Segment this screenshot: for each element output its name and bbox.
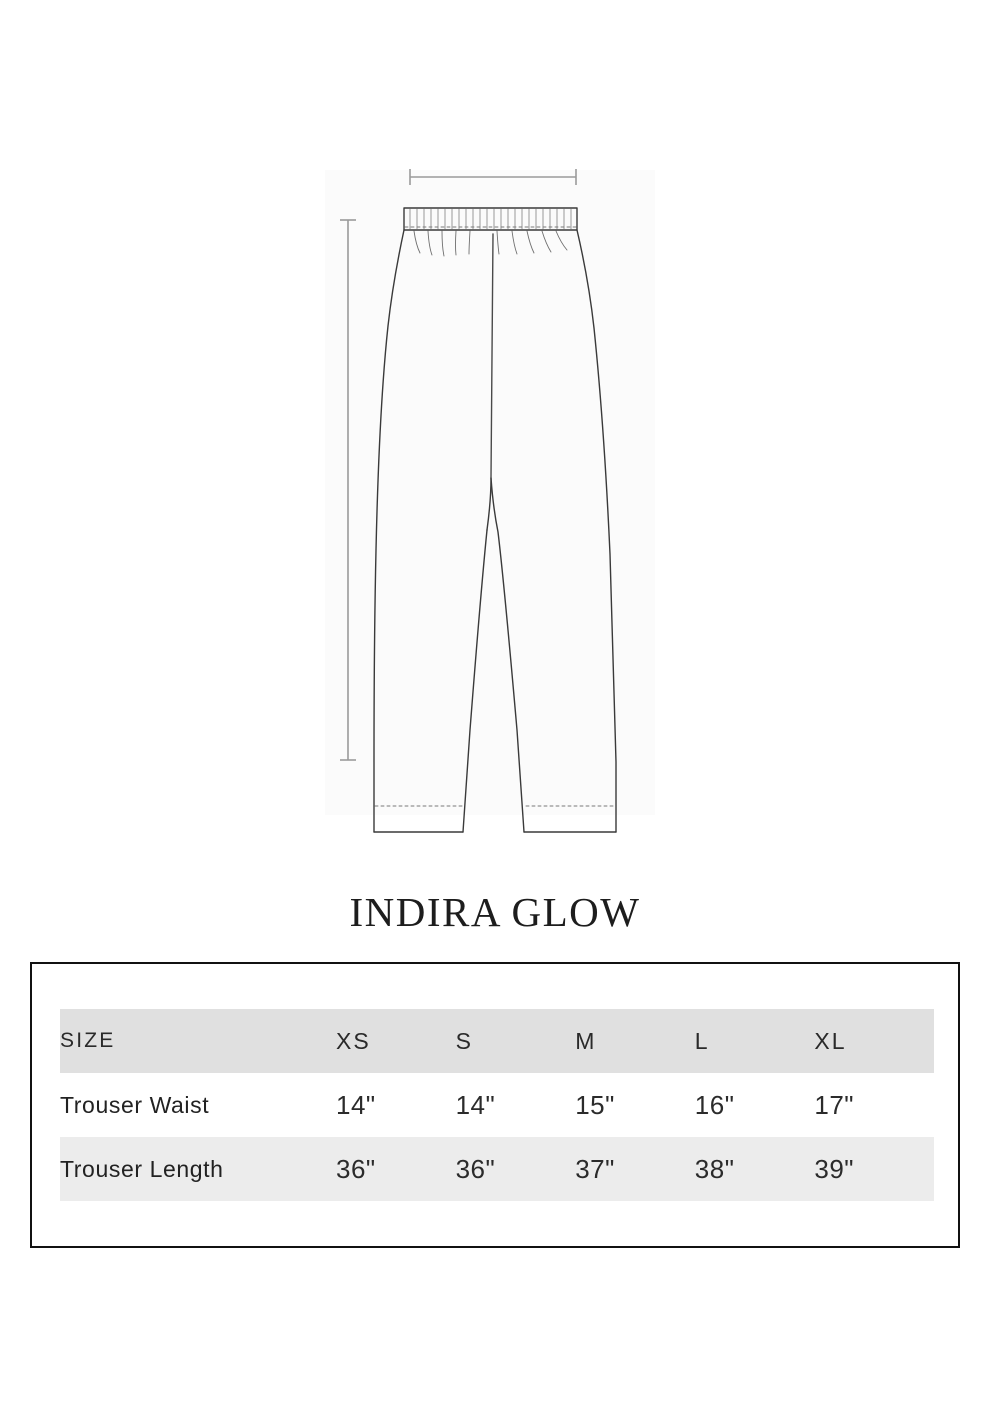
table-row bbox=[60, 1073, 934, 1137]
header-size-s: S bbox=[456, 1009, 576, 1073]
page-title bbox=[0, 888, 990, 936]
trouser-waist-l: 16" bbox=[695, 1073, 815, 1137]
header-size-xl: XL bbox=[814, 1009, 934, 1073]
brand-name: INDIRA GLOW bbox=[349, 889, 641, 935]
table-row-header bbox=[60, 1009, 934, 1073]
row-label-trouser-length: Trouser Length bbox=[60, 1137, 336, 1201]
trouser-length-l: 38" bbox=[695, 1137, 815, 1201]
trouser-waist-xl: 17" bbox=[814, 1073, 934, 1137]
trouser-length-s: 36" bbox=[456, 1137, 576, 1201]
trouser-waist-xs: 14" bbox=[336, 1073, 456, 1137]
trouser-waist-m: 15" bbox=[575, 1073, 695, 1137]
header-size-xs: XS bbox=[336, 1009, 456, 1073]
trouser-length-xs: 36" bbox=[336, 1137, 456, 1201]
waist-measurement-arrow bbox=[410, 169, 576, 185]
size-table bbox=[60, 1009, 934, 1201]
trouser-waist-s: 14" bbox=[456, 1073, 576, 1137]
header-size-m: M bbox=[575, 1009, 695, 1073]
length-measurement-arrow bbox=[340, 220, 356, 760]
trouser-technical-flat-sketch bbox=[0, 130, 990, 850]
illustration-area bbox=[0, 130, 990, 850]
header-size-l: L bbox=[695, 1009, 815, 1073]
trouser-length-m: 37" bbox=[575, 1137, 695, 1201]
row-label-trouser-waist: Trouser Waist bbox=[60, 1073, 336, 1137]
table-row bbox=[60, 1137, 934, 1201]
header-label-size: SIZE bbox=[60, 1009, 336, 1073]
size-table-frame bbox=[30, 962, 960, 1248]
trouser-length-xl: 39" bbox=[814, 1137, 934, 1201]
